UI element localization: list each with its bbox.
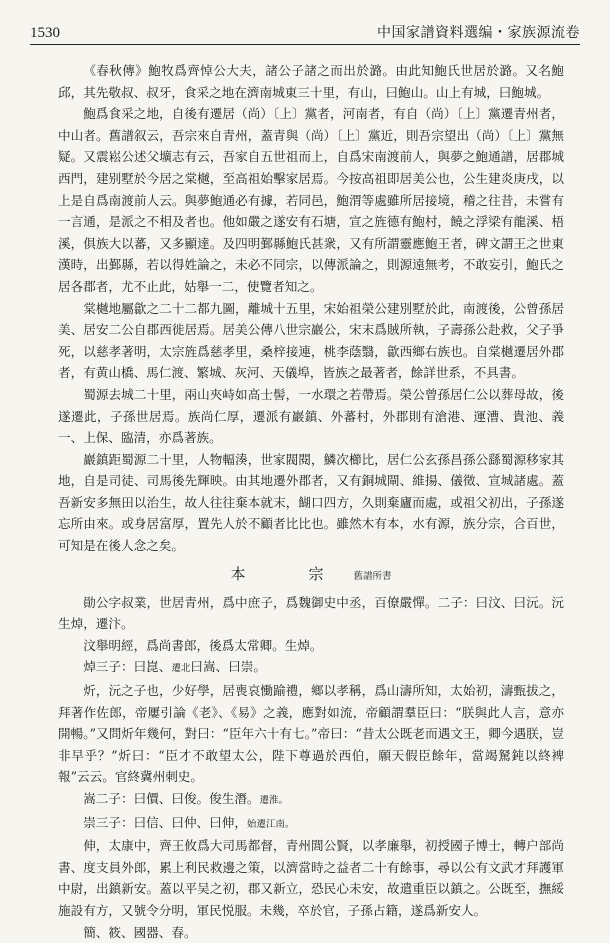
- page-header: [30, 22, 580, 45]
- genealogy-entry: [58, 812, 564, 836]
- entry-text-rest: 曰嵩、曰崇。: [190, 659, 266, 675]
- entry-text: 嵩二子：曰價、曰俊。俊生潛。: [83, 791, 260, 806]
- section-heading: [58, 563, 564, 588]
- paragraph: 巖鎮距蜀源二十里，人物輻湊，世家閥閱，鱗次櫛比，居仁公玄孫昌孫公繇蜀源移家其地，自是司徒、司馬後先輝映。由其地遷外郡者，又有銅城閘、維揚、儀徵、宣城諸處。蓋吾新安多無田以治生，故人往往棄本就末，餬口四方，久則棄廬而處，或祖父初出，子孫遂忘所由來。或身居富厚，置先人於不顧者比比也。雖然木有本，水有源，族分宗，合百世，可知是在後人念之矣。: [58, 451, 564, 554]
- genealogy-entry: [58, 635, 564, 657]
- entry-text: 炘，沅之子也，少好學，居喪哀慟踰禮，鄉以孝稱，爲山濤所知，太始初，濤甄拔之，拜著作佐郎，帝屢引論《老》、《易》之義，應對如流，帝顧謂羣臣曰：“朕與此人言，意亦開暢。”又問炘年幾何，對曰：“臣年六十有七。”帝曰：“昔太公既老而遇文王，卿今遇朕，豈非早乎？”炘曰：“臣才不敢望太公，陛下尊過於西伯，願天假臣餘年，當竭駑鈍以終裨報”云云。官終冀州刺史。: [58, 683, 564, 785]
- genealogy-entry: [58, 922, 564, 943]
- entry-text: 崇三子：曰信、曰仲、曰伸，: [83, 814, 247, 830]
- paragraph: 鮑爲食采之地，自後有遷居（尚）〔上〕黨者，河南者，有自（尚）〔上〕黨遷青州者，中山者。舊譜叙云，吾宗來自青州，蓋青與（尚）〔上〕黨近，則吾宗望出（尚）〔上〕黨無疑。又震崧公述父壙志有云，吾家自五世祖而上，自爲宋南渡前人，與夢之鮑通譜，居郡城西門，建别墅於今居之棠樾，至高祖始擊家居焉。今按高祖即居美公也，公生建炎庚戌，以上是自爲南渡前人云。與夢鮑通必有據，若同邑，鮑渭等處雖所居接境，稽之往昔，未嘗有一言通，是派之不相及者也。他如嚴之遂安有石塘，宣之旌德有鮑村，饒之浮梁有龍溪、梧溪，俱族大以蕃，又多顯達。及四明鄞縣鮑氏甚衆，又有所謂靈應鮑王者，碑文謂王之世東漢時，出鄞縣，若以得姓論之，未必不同宗，以傳派論之，則源遠無考，不敢妄引，鮑氏之居各郡者，尤不止此，姑舉一二，使覽者知之。: [58, 106, 564, 294]
- page-number: 1530: [30, 25, 60, 41]
- entry-note: 遷北: [171, 663, 191, 675]
- paragraph: 《春秋傳》鮑牧爲齊悼公大夫，諸公子諸之而出於潞。由此知鮑氏世居於潞。又名鮑邱，其先敬叔、叔牙，食采之地在濟南城東三十里，有山，曰鮑山。山上有城，曰鮑城。: [58, 63, 564, 100]
- entry-note: 始遷江南。: [246, 818, 295, 830]
- entry-text: 汶舉明經，爲尚書郎，後爲太常卿。生焯。: [83, 637, 323, 653]
- genealogy-entry: [58, 788, 564, 812]
- genealogy-entry: [58, 592, 564, 635]
- page-body: [58, 60, 564, 943]
- entry-text: 勛公字叔業，世居青州，爲中庶子，爲魏御史中丞，百僚嚴憚。二子：曰汶、曰沅。沅生焯，遷汴。: [58, 594, 564, 632]
- section-note: 舊譜所書: [353, 570, 392, 582]
- genealogy-entry: [58, 680, 564, 788]
- running-title: 中国家譜資料選编・家族源流卷: [377, 25, 580, 41]
- entry-note: 遷淮。: [259, 795, 289, 806]
- section-title: 本 宗: [230, 564, 348, 583]
- entry-text: 焯三子：曰崑、: [83, 659, 172, 675]
- entry-text: 伸，太康中，齊王攸爲大司馬都督，青州閭公賢，以孝廉舉，初授國子博士，轉户部尚書、度支員外郎，累上利民救邊之策，以濟當時之益者二十有餘事，尋以公有文武才拜護軍中尉，出鎮新安。蓋以平吴之初，郡又新立，恐民心未安，故遣重臣以鎮之。公既至，撫綏施設有方，又號令分明，軍民悦服。未幾，卒於官，子孫占籍，遂爲新安人。: [58, 838, 564, 918]
- paragraph: 棠樾地屬歙之二十二都九圖，離城十五里，宋始祖榮公建別墅於此，南渡後，公曾孫居美、居安二公自郡西徙居焉。居美公傳八世宗巖公，宋末爲賊所執，子壽孫公赴救，父子爭死，以慈孝著明，太宗旌爲慈孝里，桑梓接連，桃李蔭翳，歙西鄉右族也。自棠樾遷居外郡者，有黄山橋、馬仁渡、繁城、灰河、天儀埠，皆族之最著者，餘詳世系，不具書。: [58, 300, 564, 381]
- paragraph: 蜀源去城二十里，兩山夾峙如高士髻，一水環之若帶焉。榮公曾孫居仁公以葬母故，後遂遷此，子孫世居焉。族尚仁厚，遷派有巖鎮、外蕃村，外郡則有滄港、運漕、貴池、義一、上保、臨清，亦爲著族。: [58, 386, 564, 446]
- entry-text: 簡、筱、國器、春。: [83, 924, 197, 940]
- genealogy-entry: [58, 656, 564, 680]
